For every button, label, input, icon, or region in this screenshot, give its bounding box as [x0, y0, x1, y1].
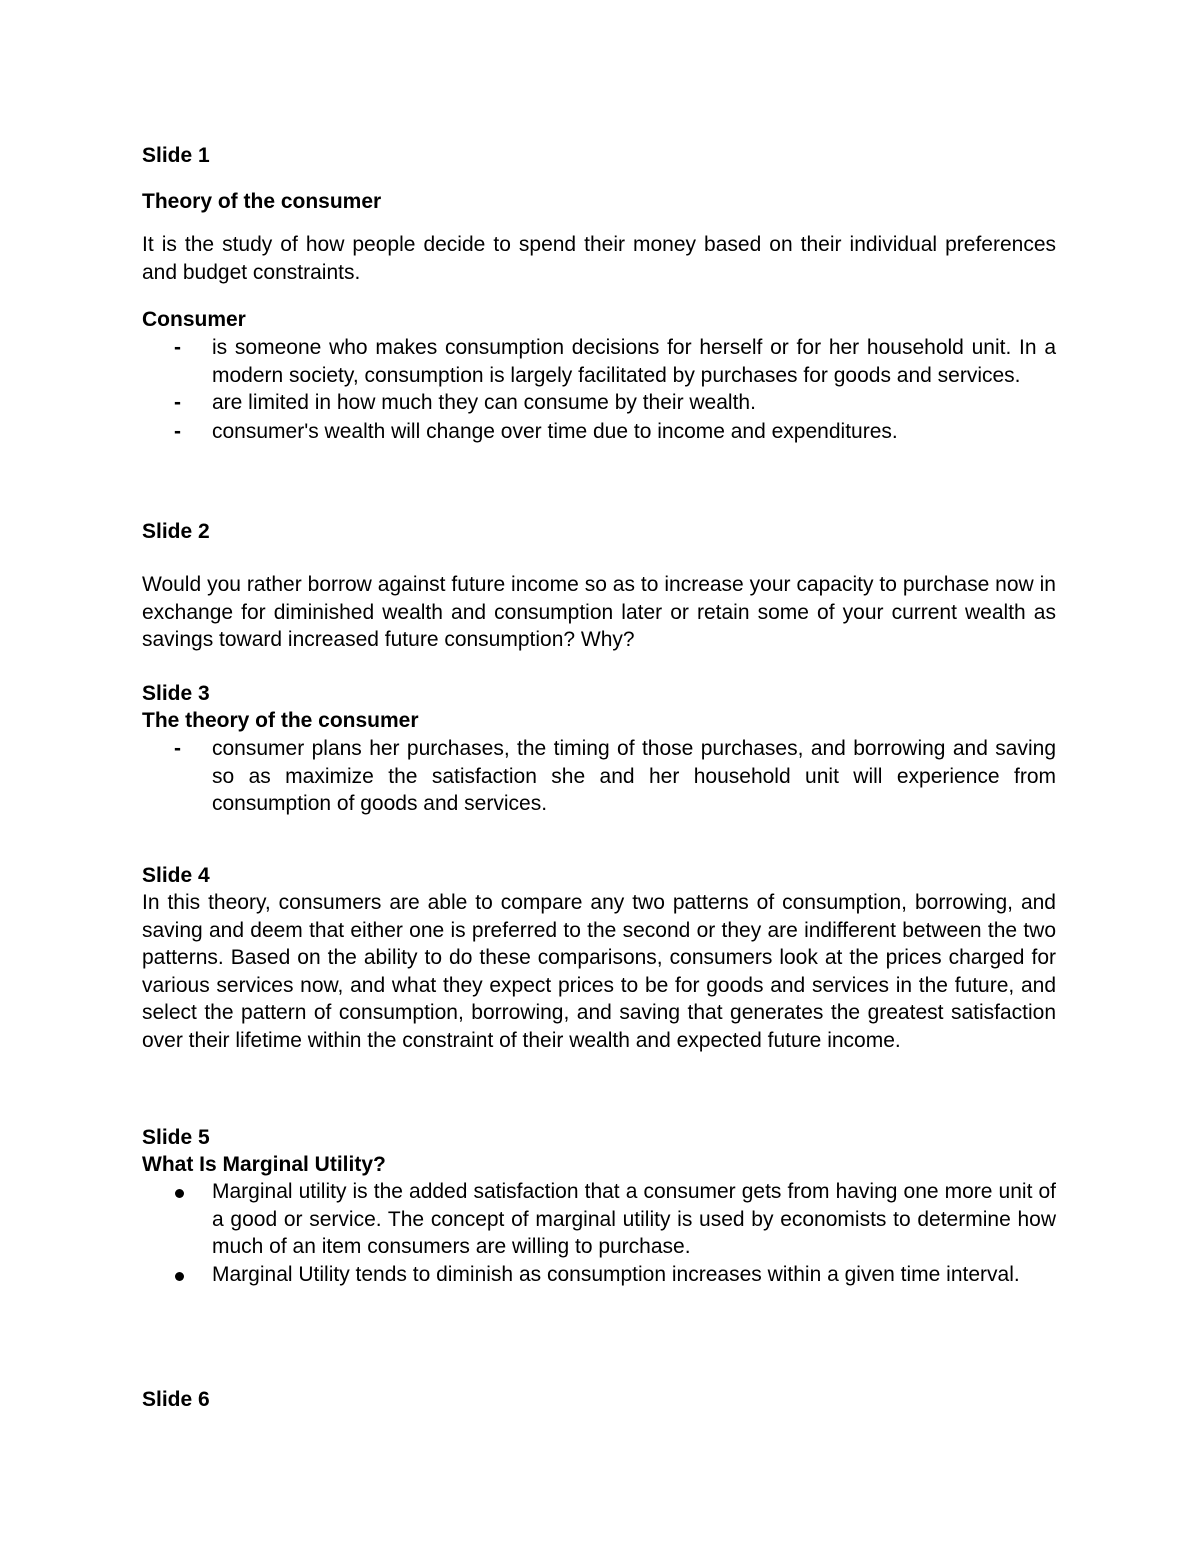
slide-1-intro: It is the study of how people decide to spend their money based on their individual preferences and budget constraints. [142, 233, 1056, 284]
list-item [142, 1261, 1056, 1289]
list-item [142, 418, 1056, 446]
list-item-text: Marginal Utility tends to diminish as consumption increases within a given time interval. [212, 1262, 1020, 1286]
slide-1-dash-list [142, 334, 1056, 445]
slide-1-title: Theory of the consumer [142, 190, 382, 213]
dash-marker: - [174, 391, 181, 414]
slide-2-body: Would you rather borrow against future income so as to increase your capacity to purchase now in exchange for diminished wealth and consumption later or retain some of your current wealth as savings toward increased future consumption? Why? [142, 573, 1056, 651]
list-item [142, 735, 1056, 818]
bullet-icon [175, 1189, 184, 1198]
list-item-text: consumer's wealth will change over time due to income and expenditures. [212, 419, 898, 443]
slide-3-dash-list [142, 735, 1056, 818]
list-item-text: consumer plans her purchases, the timing of those purchases, and borrowing and saving so as maximize the satisfaction she and her household unit will experience from consumption of goods and services. [212, 737, 1056, 815]
slide-5-heading: Slide 5 [142, 1126, 210, 1149]
slide-5-title: What Is Marginal Utility? [142, 1153, 386, 1176]
slide-6-heading: Slide 6 [142, 1388, 210, 1411]
list-item [142, 389, 1056, 417]
list-item [142, 1178, 1056, 1261]
dash-marker: - [174, 336, 181, 359]
slide-1-heading: Slide 1 [142, 144, 210, 167]
slide-5-bullet-list [142, 1178, 1056, 1288]
slide-4-body: In this theory, consumers are able to compare any two patterns of consumption, borrowing, and saving and deem that either one is preferred to the second or they are indifferent between the two patterns. Based on the ability to do these comparisons, consumers look at the prices charged for various services now, and what they expect prices to be for goods and services in the future, and select the pattern of consumption, borrowing, and saving that generates the greatest satisfaction over their lifetime within the constraint of their wealth and expected future income. [142, 891, 1056, 1052]
slide-2-heading: Slide 2 [142, 520, 210, 543]
list-item-text: are limited in how much they can consume by their wealth. [212, 391, 756, 414]
slide-3-heading: Slide 3 [142, 682, 210, 705]
list-item [142, 334, 1056, 389]
list-item-text: is someone who makes consumption decisions for herself or for her household unit. In a modern society, consumption is largely facilitated by purchases for goods and services. [212, 336, 1056, 387]
slide-3-title: The theory of the consumer [142, 709, 419, 732]
bullet-icon [175, 1272, 184, 1281]
slide-4-heading: Slide 4 [142, 864, 210, 887]
slide-1-subheading: Consumer [142, 308, 246, 331]
list-item-text: Marginal utility is the added satisfaction that a consumer gets from having one more unit of a good or service. The concept of marginal utility is used by economists to determine how much of an item consumers are willing to purchase. [212, 1180, 1056, 1258]
dash-marker: - [174, 737, 181, 760]
dash-marker: - [174, 419, 181, 443]
